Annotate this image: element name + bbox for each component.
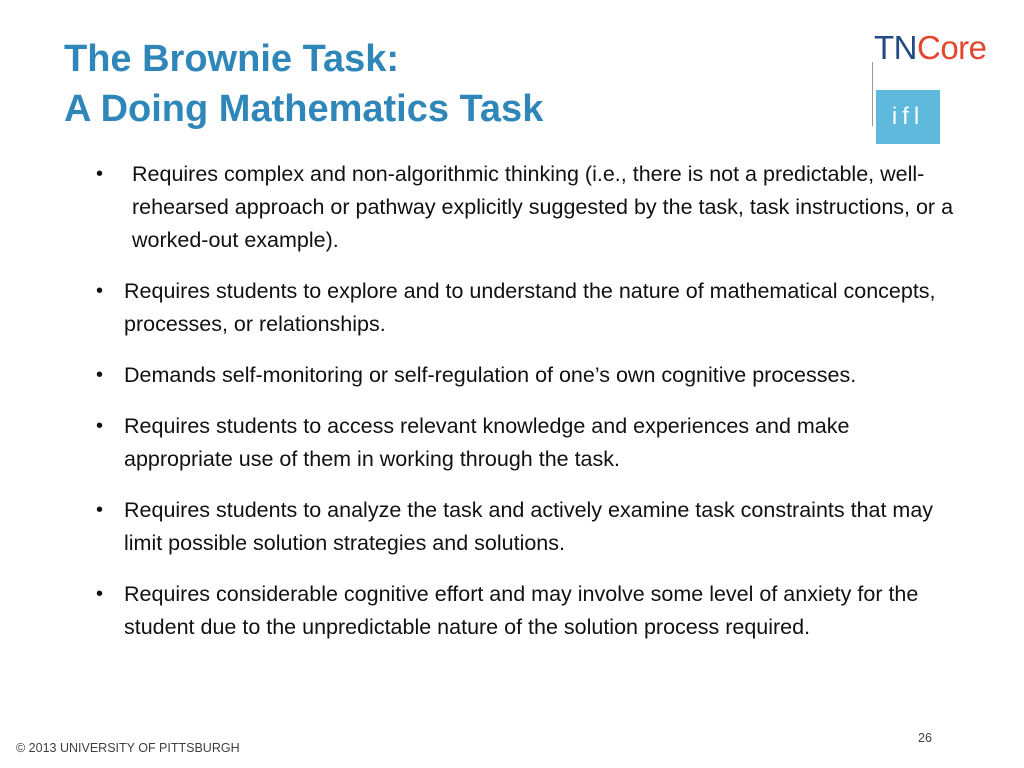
copyright-footer: © 2013 UNIVERSITY OF PITTSBURGH xyxy=(16,741,240,755)
bullet-dot-icon: • xyxy=(96,364,104,386)
bullet-item xyxy=(96,275,956,341)
logo-divider xyxy=(872,62,873,126)
slide-title xyxy=(64,34,543,134)
bullet-dot-icon: • xyxy=(96,163,104,185)
bullet-dot-icon: • xyxy=(96,280,104,302)
tncore-ifl-logo xyxy=(862,28,1002,128)
bullet-text: Requires students to analyze the task and actively examine task constraints that may limit possible solution strategies and solutions. xyxy=(124,498,934,555)
bullet-dot-icon: • xyxy=(96,499,104,521)
bullet-dot-icon: • xyxy=(96,415,104,437)
bullet-text: Demands self-monitoring or self-regulation of one’s own cognitive processes. xyxy=(124,363,857,387)
bullet-item xyxy=(96,410,956,476)
bullet-item xyxy=(96,359,956,392)
logo-core-text: Core xyxy=(917,29,987,66)
bullet-item xyxy=(96,158,956,257)
bullet-text: Requires complex and non-algorithmic thinking (i.e., there is not a predictable, well-rehearsed approach or pathway explicitly suggested by the task, task instructions, or a worked-out example). xyxy=(132,162,954,252)
ifl-logo-box: ifl xyxy=(876,90,940,144)
bullet-item xyxy=(96,578,956,644)
tncore-wordmark xyxy=(874,28,987,68)
bullet-dot-icon: • xyxy=(96,583,104,605)
logo-tn-text: TN xyxy=(874,29,917,66)
bullet-text: Requires students to access relevant knowledge and experiences and make appropriate use of them in working through the task. xyxy=(124,414,850,471)
bullet-list xyxy=(96,158,956,662)
page-number: 26 xyxy=(918,731,932,745)
bullet-text: Requires students to explore and to understand the nature of mathematical concepts, processes, or relationships. xyxy=(124,279,936,336)
slide-title-line-1: The Brownie Task: xyxy=(64,38,400,80)
slide-title-line-2: A Doing Mathematics Task xyxy=(64,88,544,130)
bullet-text: Requires considerable cognitive effort and may involve some level of anxiety for the student due to the unpredictable nature of the solution process required. xyxy=(124,582,919,639)
bullet-item xyxy=(96,494,956,560)
